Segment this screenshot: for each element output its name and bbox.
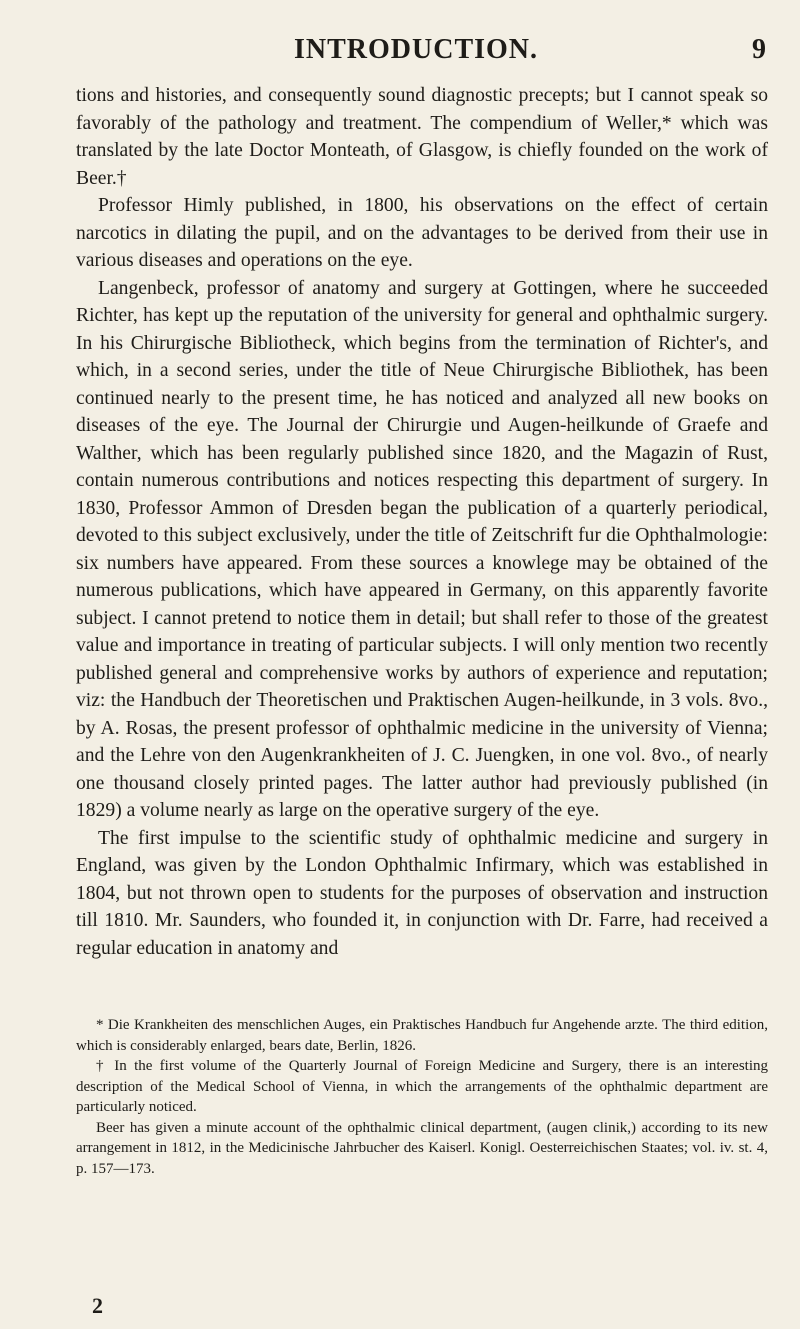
paragraph: Professor Himly published, in 1800, his observations on the effect of certain narcotics in dilating the pupil, and on the advantages to be derived from their use in various diseases and operations on the eye. xyxy=(76,195,768,271)
signature-mark: 2 xyxy=(92,1293,103,1318)
footnote: Beer has given a minute account of the ophthalmic clinical department, (augen clinik,) according to its new arrangement in 1812, in the Medicinische Jahrbucher des Kaiserl. Konigl. Oesterreichischen Staates; vol. iv. st. 4, p. 157—173. xyxy=(76,1119,768,1177)
paragraph: Langenbeck, professor of anatomy and surgery at Gottingen, where he succeeded Richter, has kept up the reputation of the university for general and ophthalmic surgery. In his Chirurgische Bibliotheck, which begins from the termination of Richter's, and which, in a second series, under the title of Neue Chirurgische Bibliothek, has been continued nearly to the present time, he has noticed and analyzed all new books on diseases of the eye. The Journal der Chirurgie und Augen-heilkunde of Graefe and Walther, which has been regularly published since 1820, and the Magazin of Rust, contain numerous contributions and notices respecting this department of surgery. In 1830, Professor Ammon of Dresden began the publication of a quarterly periodical, devoted to this subject exclusively, under the title of Zeitschrift fur die Ophthalmologie: six numbers have appeared. From these sources a knowlege may be obtained of the numerous publications, which have appeared in Germany, on this apparently favorite subject. I cannot pretend to notice them in detail; but shall refer to those of the greatest value and importance in treating of particular subjects. I will only mention two recently published general and comprehensive works by authors of experience and reputation; viz: the Handbuch der Theoretischen und Praktischen Augen-heilkunde, in 3 vols. 8vo., by A. Rosas, the present professor of ophthalmic medicine in the university of Vienna; and the Lehre von den Augenkrankheiten of J. C. Juengken, in one vol. 8vo., of nearly one thousand closely printed pages. The latter author had previously published (in 1829) a volume nearly as large on the operative surgery of the eye. xyxy=(76,277,768,821)
paragraph: The first impulse to the scientific study of ophthalmic medicine and surgery in England, was given by the London Ophthalmic Infirmary, which was established in 1804, but not thrown open to students for the purposes of observation and instruction till 1810. Mr. Saunders, who founded it, in conjunction with Dr. Farre, had received a regular education in anatomy and xyxy=(76,827,768,959)
running-title: INTRODUCTION. xyxy=(293,34,539,65)
main-text xyxy=(76,82,768,962)
footnotes xyxy=(76,1015,768,1179)
paragraph: tions and histories, and consequently sound diagnostic precepts; but I cannot speak so favorably of the pathology and treatment. The compendium of Weller,* which was translated by the late Doctor Monteath, of Glasgow, is chiefly founded on the work of Beer.† xyxy=(76,85,768,189)
page-header xyxy=(66,34,766,70)
footnote: * Die Krankheiten des menschlichen Auges, ein Praktisches Handbuch fur Angehende arzte. The third edition, which is considerably enlarged, bears date, Berlin, 1826. xyxy=(76,1017,768,1054)
page-number: 9 xyxy=(752,34,766,65)
footnote: † In the first volume of the Quarterly Journal of Foreign Medicine and Surgery, there is an interesting description of the Medical School of Vienna, in which the arrangements of the ophthalmic department are particularly noticed. xyxy=(76,1058,768,1115)
